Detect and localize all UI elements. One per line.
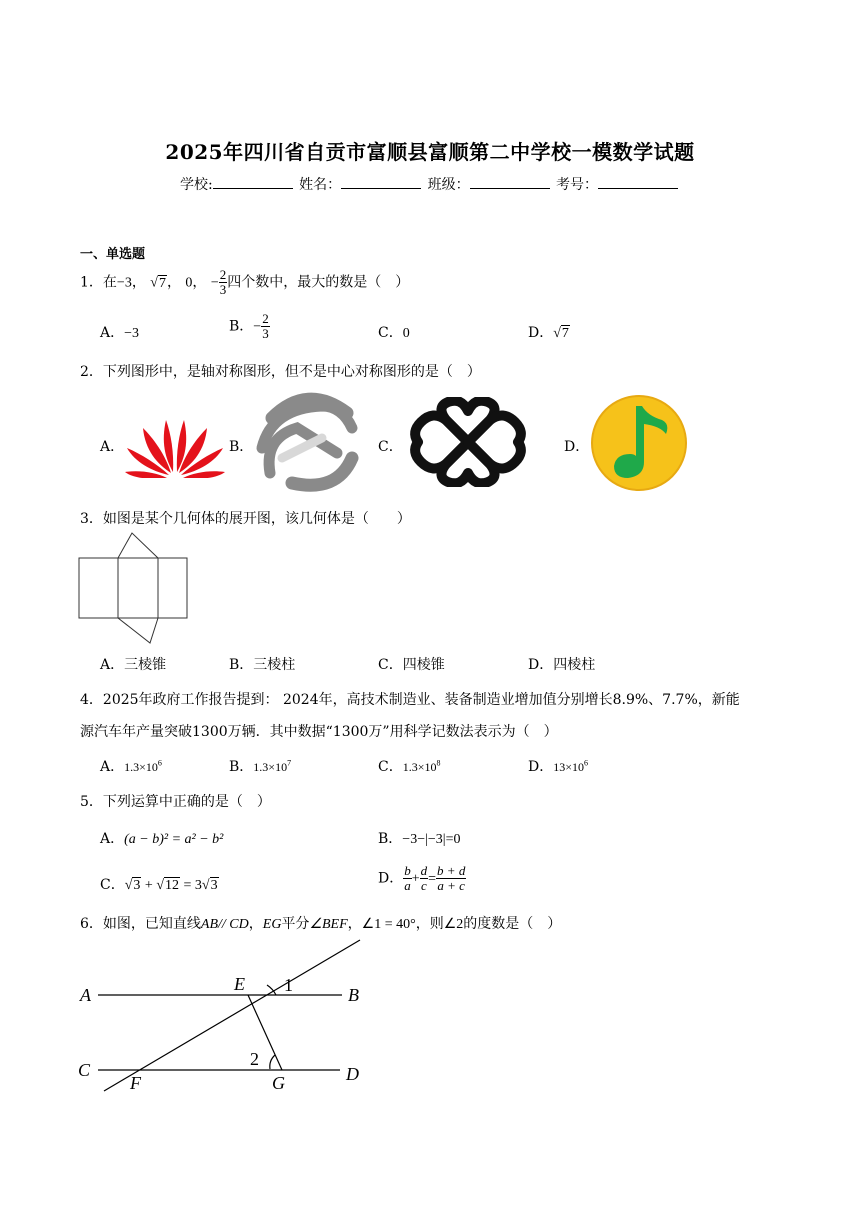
huawei-logo-icon: [124, 402, 226, 478]
question-1-stem: [80, 268, 409, 297]
q2-option-b-label[interactable]: B．: [229, 439, 254, 455]
q1-num-neg3: −3: [116, 275, 132, 291]
prism-net-diagram: [78, 532, 190, 646]
q2-option-c-label[interactable]: C．: [378, 439, 403, 455]
question-3-stem: 3．如图是某个几何体的展开图，该几何体是（ ）: [80, 511, 411, 527]
label-point-e: E: [234, 974, 245, 994]
q1-sep: ，: [192, 274, 207, 291]
q3-option-d[interactable]: D．四棱柱: [528, 657, 596, 673]
question-4-line-2: 源汽车年产量突破1300万辆．其中数据“1300万”用科学记数法表示为（ ）: [80, 724, 558, 740]
qq-music-logo-icon: [590, 394, 688, 492]
q1-zero: 0: [185, 275, 193, 291]
exam-no-blank[interactable]: [598, 175, 678, 189]
class-label: 班级：: [427, 177, 470, 193]
q4-option-b[interactable]: B．$1.3\times 10^7$: [229, 758, 292, 775]
q1-fraction: $\frac{2}{3}$: [219, 267, 227, 297]
page-title: 2025年四川省自贡市富顺县富顺第二中学校一模数学试题: [165, 140, 695, 164]
q5-option-d[interactable]: D． $\frac{b}{a}$ + $\frac{d}{c}$ = $\frac{b + d}{a + c}$: [378, 863, 466, 893]
student-info-line: [0, 174, 860, 194]
q3-option-b[interactable]: B．三棱柱: [229, 657, 296, 673]
name-label: 姓名：: [299, 177, 342, 193]
label-point-b: B: [348, 985, 359, 1005]
q1-suffix: 四个数中，最大的数是（ ）: [227, 274, 410, 291]
china-unicom-logo-icon: [406, 397, 530, 487]
q1-option-d[interactable]: D．√7: [528, 325, 569, 341]
label-point-f: F: [130, 1073, 141, 1093]
school-label: 学校:: [179, 177, 213, 193]
q1-sep: ，: [166, 274, 181, 291]
q1-option-c[interactable]: C．0: [378, 325, 410, 341]
q3-option-c[interactable]: C．四棱锥: [378, 657, 445, 673]
name-blank[interactable]: [341, 175, 421, 189]
china-mobile-logo-icon: [252, 388, 362, 494]
q2-option-a-label[interactable]: A．: [100, 439, 125, 455]
q1-sep: ，: [131, 274, 146, 291]
q1-sqrt7: √7: [150, 275, 166, 291]
question-5-stem: 5．下列运算中正确的是（ ）: [80, 794, 271, 810]
q2-option-d-label[interactable]: D．: [564, 439, 590, 455]
q4-option-d[interactable]: D．$13\times 10^6$: [528, 758, 589, 775]
question-2-stem: 2．下列图形中，是轴对称图形，但不是中心对称图形的是（ ）: [80, 364, 481, 380]
q5-option-b[interactable]: B．−3−|−3|=0: [378, 831, 461, 847]
section-heading-single-choice: 一、单选题: [80, 247, 146, 262]
question-4-line-1: 4．2025年政府工作报告提到： 2024年，高技术制造业、装备制造业增加值分别增长8.9%、7.7%，新能: [80, 692, 740, 708]
label-point-d: D: [346, 1064, 359, 1084]
q1-minus: −: [210, 275, 219, 291]
q4-option-a[interactable]: A．$1.3\times 10^6$: [100, 758, 162, 775]
q1-option-b[interactable]: B．− $\frac{2}{3}$: [229, 311, 269, 341]
q5-option-a[interactable]: A．(a − b)² = a² − b²: [100, 831, 224, 847]
school-blank[interactable]: [213, 175, 293, 189]
q1-prefix: 1．在: [80, 274, 117, 291]
label-point-a: A: [80, 985, 91, 1005]
question-6-stem: 6．如图，已知直线AB// CD，EG平分∠BEF，∠1 = 40°，则∠2的度数是（ ）: [80, 916, 562, 932]
label-angle-2: 2: [250, 1049, 259, 1069]
label-angle-1: 1: [284, 975, 293, 995]
exam-no-label: 考号：: [556, 177, 599, 193]
q3-option-a[interactable]: A．三棱锥: [100, 657, 167, 673]
label-point-c: C: [78, 1060, 91, 1080]
q5-option-c[interactable]: C．√3 + √12 = 3√3: [100, 877, 218, 893]
parallel-lines-diagram: [70, 935, 370, 1100]
label-point-g: G: [272, 1073, 285, 1093]
q1-option-a[interactable]: A．−3: [100, 325, 140, 341]
class-blank[interactable]: [470, 175, 550, 189]
q4-option-c[interactable]: C．$1.3\times 10^8$: [378, 758, 441, 775]
